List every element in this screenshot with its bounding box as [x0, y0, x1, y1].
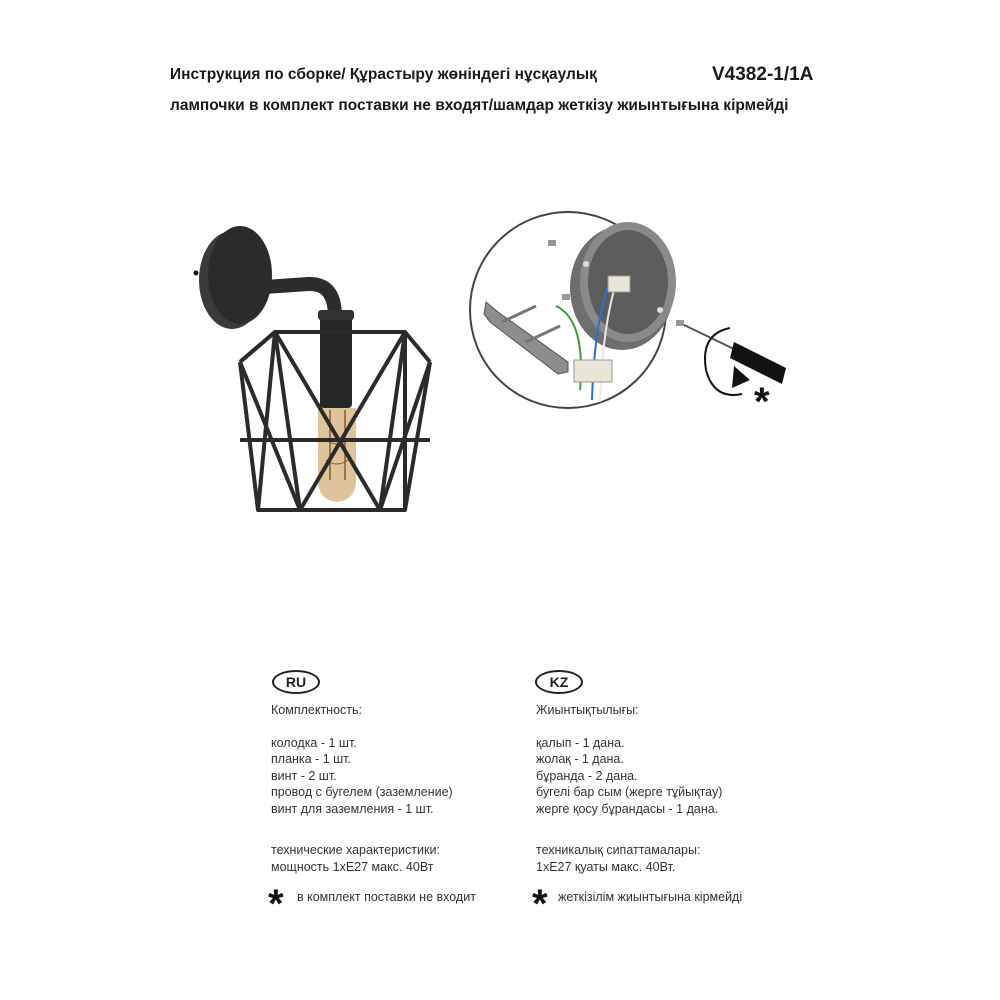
model-number: V4382-1/1A	[712, 64, 814, 85]
ru-contents-title: Комплектность:	[271, 703, 362, 717]
ru-specs-title: технические характеристики:	[271, 843, 440, 857]
kz-item: қалып - 1 дана.	[536, 735, 625, 750]
kz-item: жолақ - 1 дана.	[536, 752, 624, 766]
assembly-asterisk: *	[754, 380, 770, 424]
kz-item: бугелі бар сым (жерге тұйықтау)	[536, 785, 723, 799]
kz-specs-value: 1хЕ27 қуаты макс. 40Вт.	[536, 859, 676, 874]
ru-item: винт для заземления - 1 шт.	[271, 801, 434, 816]
lamp-product-illustration	[180, 210, 450, 520]
ru-asterisk-icon: *	[268, 882, 284, 926]
kz-note: жеткізілім жиынтығына кірмейді	[558, 890, 743, 904]
ru-item: провод с бугелем (заземление)	[271, 785, 453, 799]
kz-contents-title: Жиынтықтылығы:	[536, 703, 639, 717]
ru-note: в комплект поставки не входит	[297, 890, 476, 904]
title-line-1: Инструкция по сборке/ Құрастыру жөніндегі нұсқаулық	[170, 66, 597, 83]
kz-asterisk-icon: *	[532, 882, 548, 926]
ru-column	[271, 702, 453, 875]
ru-item: колодка - 1 шт.	[271, 735, 357, 750]
title-line-2: лампочки в комплект поставки не входят/шамдар жеткізу жиынтығына кірмейді	[170, 97, 789, 114]
kz-column	[536, 702, 722, 875]
ru-item: винт - 2 шт.	[271, 768, 337, 783]
kz-item: жерге қосу бұрандасы - 1 дана.	[536, 801, 719, 816]
kz-specs-title: техникалық сипаттамалары:	[536, 843, 701, 857]
ru-specs-value: мощность 1хЕ27 макс. 40Вт	[271, 859, 434, 874]
ru-badge: RU	[272, 670, 320, 694]
kz-item: бұранда - 2 дана.	[536, 768, 638, 783]
kz-badge: KZ	[535, 670, 583, 694]
ru-item: планка - 1 шт.	[271, 752, 351, 766]
